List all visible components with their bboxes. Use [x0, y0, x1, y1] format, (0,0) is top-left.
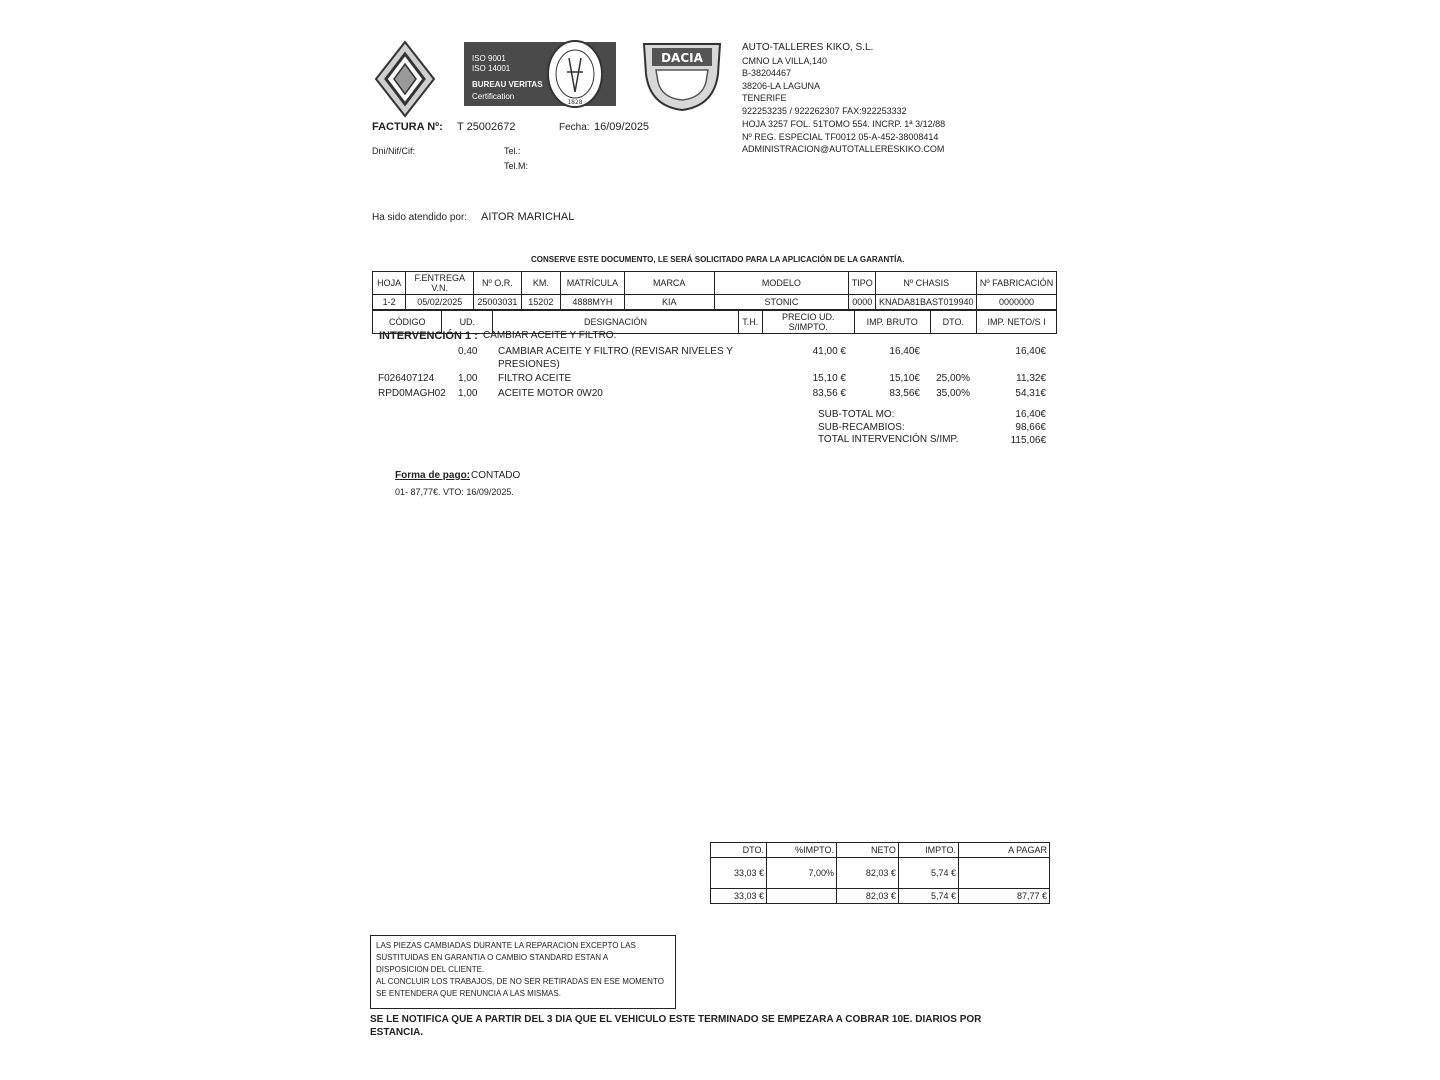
vt-value-hoja: 1-2 [373, 295, 406, 310]
attended-by: AITOR MARICHAL [481, 211, 575, 223]
bv-certification: Certification [472, 92, 515, 101]
company-registry-info [742, 118, 945, 156]
items-header-dto: DTO. [930, 311, 977, 334]
company-registry: HOJA 3257 FOL. 51TOMO 554. INCRP. 1ª 3/12/88 [742, 119, 946, 129]
items-header-th: T.H. [738, 311, 762, 334]
storage-notice-line-2: ESTANCIA. [370, 1027, 424, 1038]
vehicle-table-header-row [373, 272, 1057, 295]
payment-label: Forma de pago: [395, 470, 471, 481]
invoice-number-label: FACTURA Nº: [372, 121, 443, 133]
vt-value-marca: KIA [624, 295, 714, 310]
line-3-dto: 35,00% [936, 388, 970, 399]
bureau-veritas-seal-icon [545, 38, 605, 110]
subtotal-mo-label: SUB-TOTAL MO: [818, 409, 895, 420]
totals-header-impto: IMPTO. [898, 843, 958, 858]
sub-recambios: 98,66€ [1015, 422, 1046, 433]
totals-r1-a-pagar [958, 858, 1049, 889]
vt-header-chasis: Nº CHASIS [876, 272, 977, 295]
vt-header-modelo: MODELO [714, 272, 848, 295]
company-special-reg: Nº REG. ESPECIAL TF0012 05-A-452-38008414 [742, 131, 939, 142]
totals-header-row [711, 843, 1050, 858]
vt-header-km: KM. [521, 272, 560, 295]
totals-r1-impto-pct: 7,00% [766, 858, 836, 889]
items-header-neto: IMP. NETO/S I [977, 311, 1057, 334]
totals-r1-neto: 82,03 € [837, 858, 899, 889]
payment-due: 01- 87,77€. VTO: 16/09/2025. [395, 487, 514, 497]
sub-recambios-label: SUB-RECAMBIOS: [818, 422, 905, 433]
vt-value-tipo: 0000 [849, 295, 876, 310]
vt-value-entrega: 05/02/2025 [406, 295, 474, 310]
items-header-codigo: CÓDIGO [373, 311, 442, 334]
items-header-bruto: IMP. BRUTO [854, 311, 930, 334]
vt-value-modelo: STONIC [714, 295, 848, 310]
totals-r1-impto: 5,74 € [898, 858, 958, 889]
vt-value-km: 15202 [521, 295, 560, 310]
totals-header-neto: NETO [837, 843, 899, 858]
vt-value-matricula: 4888MYH [561, 295, 625, 310]
invoice-number: T 25002672 [457, 121, 516, 133]
company-city: 38206-LA LAGUNA [742, 80, 821, 91]
company-info [742, 42, 907, 117]
vt-header-marca: MARCA [624, 272, 714, 295]
disclaimer-line-1: LAS PIEZAS CAMBIADAS DURANTE LA REPARACION EXCEPTO LAS [376, 941, 636, 950]
vt-value-chasis: KNADA81BAST019940 [876, 295, 977, 310]
vehicle-table-value-row [373, 295, 1057, 310]
company-province: TENERIFE [742, 93, 787, 103]
totals-table [710, 842, 1050, 904]
invoice-date: 16/09/2025 [594, 121, 650, 133]
bv-iso9001: ISO 9001 [472, 54, 506, 63]
line-1-price: 41,00 € [812, 346, 846, 357]
line-3-gross: 83,56€ [889, 388, 920, 399]
dni-label: Dni/Nif/Cif: [372, 146, 416, 156]
line-3-desc: ACEITE MOTOR 0W20 [498, 388, 603, 399]
company-address: CMNO LA VILLA,140 [742, 55, 828, 66]
line-3-code: RPD0MAGH02 [378, 388, 446, 399]
dacia-wordmark: DACIA [661, 51, 703, 65]
line-1-gross: 16,40€ [889, 346, 920, 357]
totals-r1-dto: 33,03 € [711, 858, 767, 889]
bv-iso14001: ISO 14001 [472, 64, 511, 73]
totals-r2-impto-pct [766, 889, 836, 904]
vt-value-fabricacion: 0000000 [977, 295, 1057, 310]
disclaimer-line-5: SE ENTENDERA QUE RENUNCIA A LAS MISMAS. [376, 989, 561, 998]
company-cif: B-38204467 [742, 68, 792, 78]
vt-header-entrega: F.ENTREGA V.N. [406, 272, 474, 295]
company-email: ADMINISTRACION@AUTOTALLERESKIKO.COM [742, 144, 945, 154]
subtotal-mo: 16,40€ [1015, 409, 1046, 420]
totals-r2-impto: 5,74 € [898, 889, 958, 904]
line-2-net: 11,32€ [1016, 373, 1046, 384]
bv-seal-year: 1828 [567, 99, 583, 106]
items-header-precio: PRECIO UD. S/IMPTO. [762, 311, 854, 334]
intervention-title: CAMBIAR ACEITE Y FILTRO. [483, 330, 617, 341]
line-1-net: 16,40€ [1015, 346, 1046, 357]
line-2-price: 15,10 € [812, 373, 846, 384]
items-header-ud: UD. [442, 311, 493, 334]
line-3-ud: 1,00 [458, 388, 478, 399]
line-1-ud: 0,40 [458, 346, 478, 357]
dacia-logo [640, 40, 724, 114]
totals-row-2 [711, 889, 1050, 904]
line-1-desc: CAMBIAR ACEITE Y FILTRO (REVISAR NIVELES Y [498, 346, 733, 357]
line-2-desc: FILTRO ACEITE [498, 373, 572, 384]
telm-label: Tel.M: [504, 161, 529, 171]
payment-method: CONTADO [471, 470, 521, 481]
line-2-code: F026407124 [378, 373, 435, 384]
totals-r2-dto: 33,03 € [711, 889, 767, 904]
line-1-desc2: PRESIONES) [498, 359, 560, 370]
tel-label: Tel.: [504, 146, 521, 156]
company-name: AUTO-TALLERES KIKO, S.L. [742, 42, 874, 53]
vt-header-matricula: MATRÍCULA [561, 272, 625, 295]
line-2-ud: 1,00 [458, 373, 478, 384]
totals-header-a-pagar: A PAGAR [958, 843, 1049, 858]
line-3-price: 83,56 € [812, 388, 846, 399]
company-phones: 922253235 / 922262307 FAX:922253332 [742, 105, 907, 116]
disclaimer-text [376, 940, 664, 1000]
bv-name: BUREAU VERITAS [472, 80, 543, 89]
attended-label: Ha sido atendido por: [372, 212, 468, 223]
intervention-label: INTERVENCIÓN 1 : [379, 330, 478, 342]
totals-r2-a-pagar: 87,77 € [958, 889, 1049, 904]
total-intervention: 115,06€ [1010, 435, 1046, 446]
disclaimer-line-2: SUSTITUIDAS EN GARANTIA O CAMBIO STANDARD ESTAN A [376, 953, 609, 962]
invoice-date-label: Fecha: [559, 122, 590, 133]
disclaimer-line-3: DISPOSICION DEL CLIENTE. [376, 965, 485, 974]
warranty-notice: CONSERVE ESTE DOCUMENTO, LE SERÁ SOLICITADO PARA LA APLICACIÓN DE LA GARANTÍA. [531, 255, 905, 264]
line-2-gross: 15,10€ [889, 373, 920, 384]
disclaimer-line-4: AL CONCLUIR LOS TRABAJOS, DE NO SER RETIRADAS EN ESE MOMENTO [376, 977, 664, 986]
line-2-dto: 25,00% [936, 373, 970, 384]
disclaimer-box [370, 935, 676, 1009]
vehicle-table [372, 271, 1057, 310]
vt-value-or: 25003031 [474, 295, 522, 310]
total-intervention-label: TOTAL INTERVENCIÓN S/IMP. [818, 434, 959, 445]
vt-header-hoja: HOJA [373, 272, 406, 295]
vt-header-fabricacion: Nº FABRICACIÓN [977, 272, 1057, 295]
vt-header-tipo: TIPO [849, 272, 876, 295]
items-header-designacion: DESIGNACIÓN [493, 311, 739, 334]
totals-row-1 [711, 858, 1050, 889]
storage-notice-line-1: SE LE NOTIFICA QUE A PARTIR DEL 3 DIA QUE EL VEHICULO ESTE TERMINADO SE EMPEZARA A COBRAR 10E. DIARIOS POR [370, 1014, 982, 1025]
renault-logo [372, 40, 438, 118]
line-3-net: 54,31€ [1015, 388, 1046, 399]
totals-header-dto: DTO. [711, 843, 767, 858]
totals-r2-neto: 82,03 € [837, 889, 899, 904]
vt-header-or: Nº O.R. [474, 272, 522, 295]
totals-header-impto-pct: %IMPTO. [766, 843, 836, 858]
